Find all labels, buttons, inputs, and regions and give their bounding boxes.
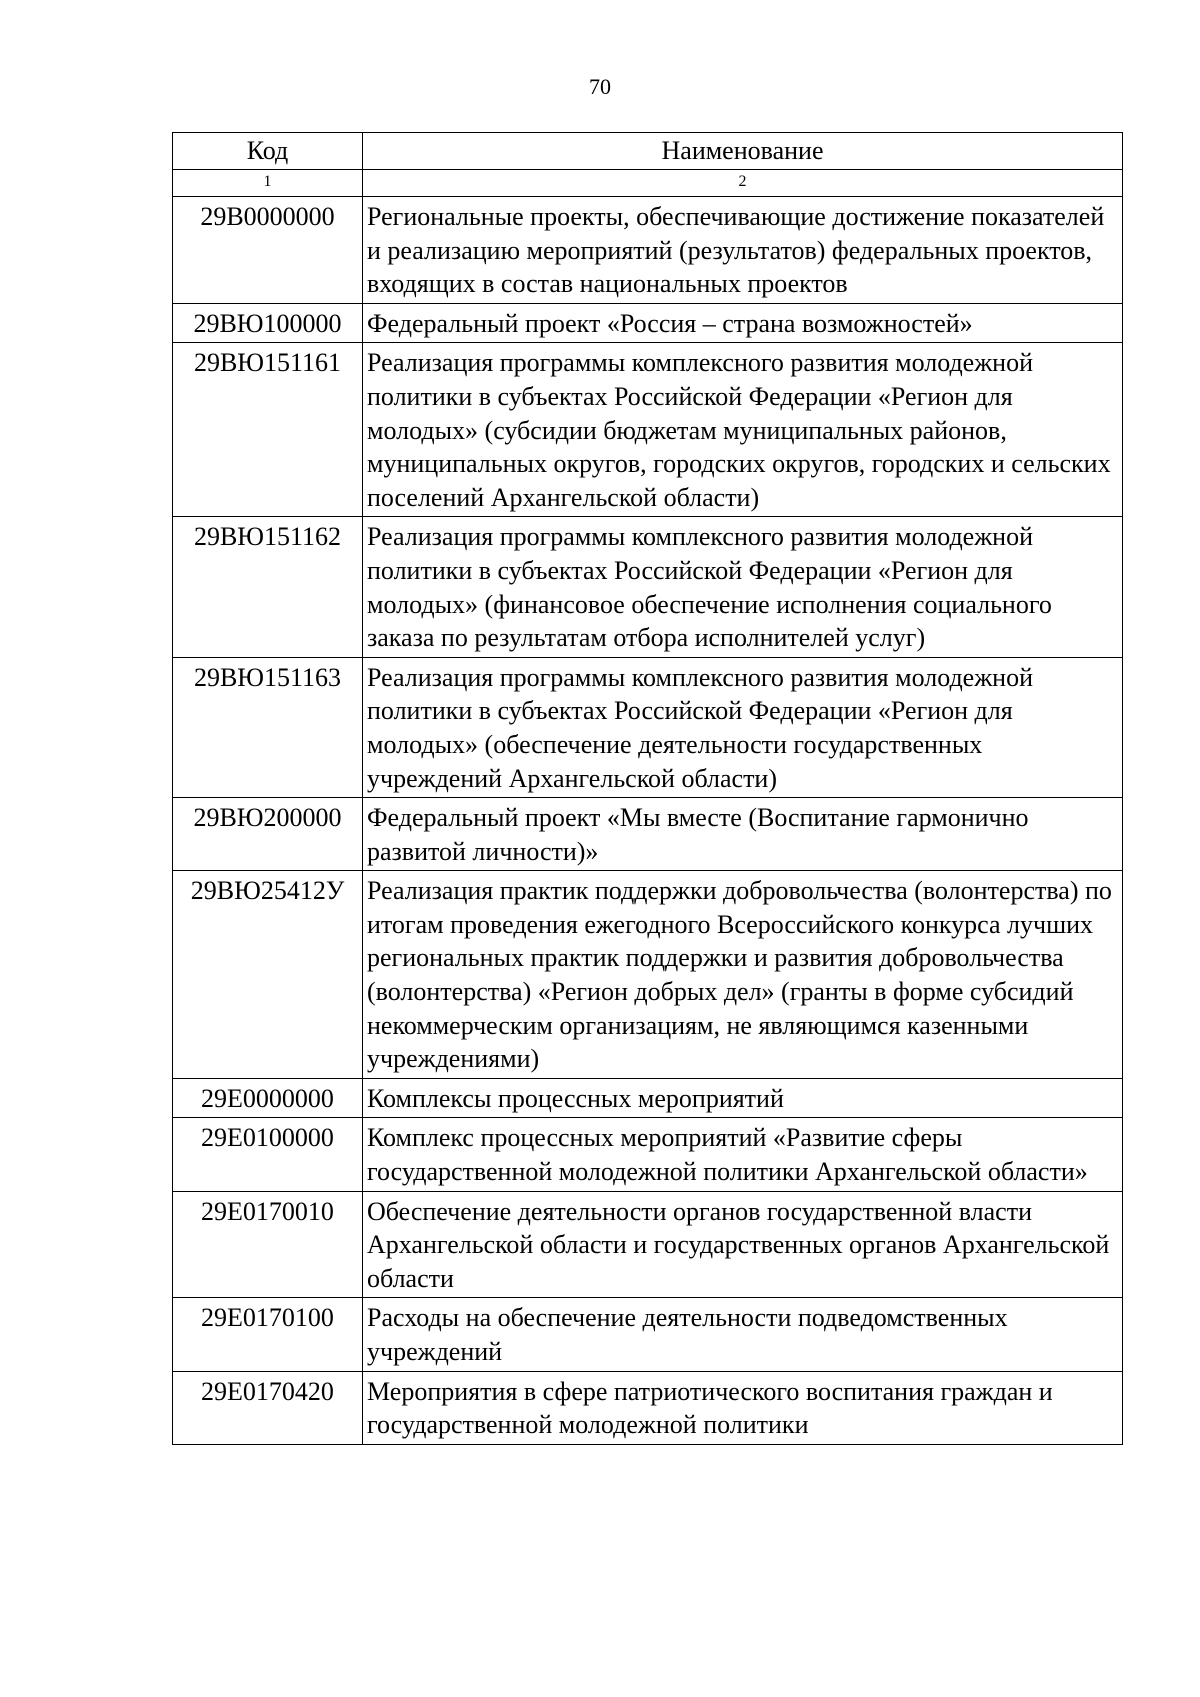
row-name: Реализация практик поддержки добровольчества (волонтерства) по итогам проведения ежегодного Всероссийского конкурса лучших региональных практик поддержки и развития добровольчества (волонтерства) «Регион добрых дел» (гранты в форме субсидий некоммерческим организациям, не являющимся казенными учреждениями): [363, 871, 1123, 1079]
row-code: 29ВЮ151162: [173, 517, 363, 657]
row-name: Реализация программы комплексного развития молодежной политики в субъектах Российской Федерации «Регион для молодых» (финансовое обеспечение исполнения социального заказа по результатам отбора исполнителей услуг): [363, 517, 1123, 657]
row-code: 29ВЮ151163: [173, 657, 363, 797]
row-name: Реализация программы комплексного развития молодежной политики в субъектах Российской Федерации «Регион для молодых» (субсидии бюджетам муниципальных районов, муниципальных округов, городских округов, городских и сельских поселений Архангельской области): [363, 343, 1123, 517]
row-name: Обеспечение деятельности органов государственной власти Архангельской области и государственных органов Архангельской области: [363, 1191, 1123, 1298]
row-name: Мероприятия в сфере патриотического воспитания граждан и государственной молодежной политики: [363, 1371, 1123, 1444]
row-name: Региональные проекты, обеспечивающие достижение показателей и реализацию мероприятий (результатов) федеральных проектов, входящих в состав национальных проектов: [363, 197, 1123, 304]
table-row: [173, 1191, 1123, 1298]
table-row: [173, 657, 1123, 797]
table-row: [173, 871, 1123, 1079]
row-code: 29Е0170010: [173, 1191, 363, 1298]
table-header-row: [173, 133, 1123, 170]
table-row: [173, 343, 1123, 517]
table-row: [173, 798, 1123, 871]
row-name: Комплексы процессных мероприятий: [363, 1078, 1123, 1118]
column-number-code: 1: [173, 170, 363, 197]
table-row: [173, 303, 1123, 343]
row-code: 29Е0170100: [173, 1298, 363, 1371]
table-row: [173, 1078, 1123, 1118]
row-name: Федеральный проект «Мы вместе (Воспитание гармонично развитой личности)»: [363, 798, 1123, 871]
header-name: Наименование: [363, 133, 1123, 170]
row-code: 29ВЮ200000: [173, 798, 363, 871]
row-name: Реализация программы комплексного развития молодежной политики в субъектах Российской Федерации «Регион для молодых» (обеспечение деятельности государственных учреждений Архангельской области): [363, 657, 1123, 797]
table-row: [173, 1298, 1123, 1371]
header-code: Код: [173, 133, 363, 170]
row-name: Комплекс процессных мероприятий «Развитие сферы государственной молодежной политики Архангельской области»: [363, 1118, 1123, 1191]
row-code: 29ВЮ151161: [173, 343, 363, 517]
column-number-row: [173, 170, 1123, 197]
row-name: Федеральный проект «Россия – страна возможностей»: [363, 303, 1123, 343]
table-row: [173, 1118, 1123, 1191]
row-code: 29В0000000: [173, 197, 363, 304]
row-code: 29Е0000000: [173, 1078, 363, 1118]
row-name: Расходы на обеспечение деятельности подведомственных учреждений: [363, 1298, 1123, 1371]
row-code: 29Е0100000: [173, 1118, 363, 1191]
row-code: 29ВЮ25412У: [173, 871, 363, 1079]
row-code: 29ВЮ100000: [173, 303, 363, 343]
table-row: [173, 1371, 1123, 1444]
table-row: [173, 197, 1123, 304]
budget-code-table: [172, 132, 1123, 1445]
row-code: 29Е0170420: [173, 1371, 363, 1444]
page-number: 70: [589, 74, 611, 99]
table-row: [173, 517, 1123, 657]
column-number-name: 2: [363, 170, 1123, 197]
